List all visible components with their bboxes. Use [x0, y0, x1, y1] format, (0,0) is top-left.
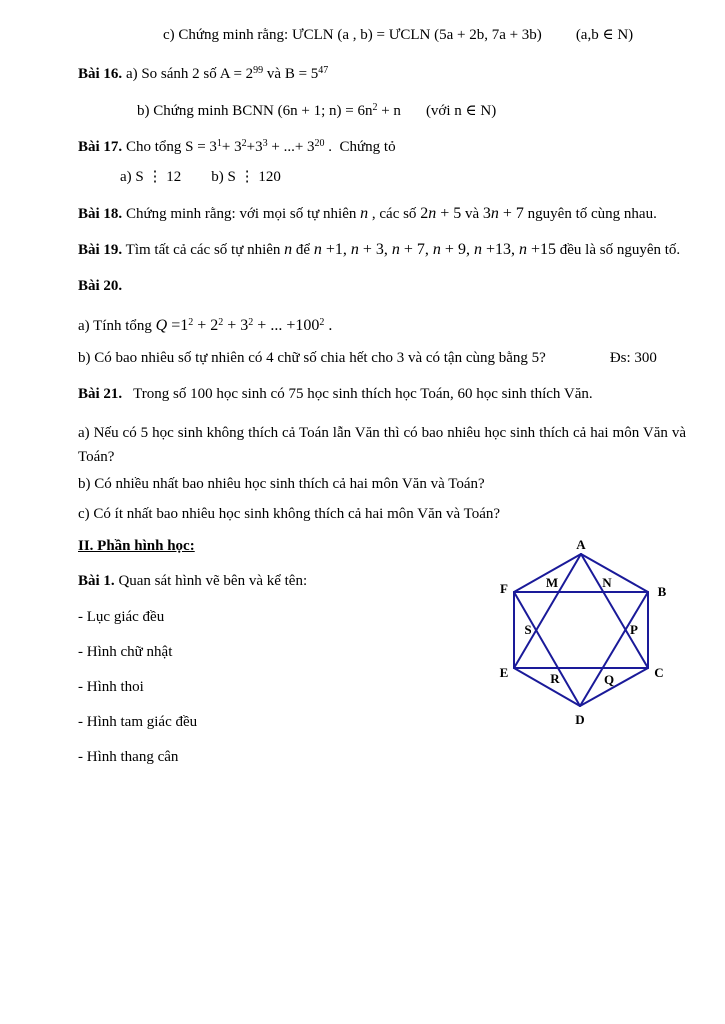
text-segment: + 7, [399, 241, 433, 258]
doc-line-bai21-a [78, 421, 686, 469]
text-segment: 2 [218, 317, 224, 328]
text-segment: n [313, 241, 322, 258]
doc-line-bai20-b [78, 349, 657, 368]
figure-vertex-label-R: R [550, 671, 560, 686]
text-segment: Bài 21. [78, 386, 123, 402]
text-segment: để [292, 242, 314, 258]
hexagram-figure [493, 536, 673, 731]
text-segment: 20 [314, 138, 325, 149]
text-segment: Tìm tất cả các số tự nhiên [122, 242, 285, 258]
doc-line-thang-can [78, 748, 178, 767]
text-segment: b) S ⋮ 120 [211, 169, 281, 185]
text-segment: 3 [262, 138, 268, 149]
text-segment: a) Nếu có 5 học sinh không thích cả Toán lẫn Văn thì có bao nhiêu học sinh thích cả hai môn Văn và Toán? [78, 425, 686, 465]
text-segment: - Hình tam giác đều [78, 714, 198, 730]
text-segment: 2 [248, 317, 254, 328]
text-segment: 47 [318, 65, 329, 76]
text-segment: c) Có ít nhất bao nhiêu học sinh không thích cả hai môn Văn và Toán? [78, 506, 501, 522]
doc-line-bai21 [78, 385, 593, 404]
text-segment: Q [155, 317, 168, 334]
doc-line-bai20 [78, 277, 122, 296]
text-segment: + 9, [440, 241, 474, 258]
text-segment: Chứng minh rằng: với mọi số tự nhiên [122, 206, 361, 222]
text-segment: Bài 19. [78, 242, 123, 258]
text-segment: + 2 [193, 317, 219, 334]
figure-vertex-label-S: S [524, 622, 532, 637]
text-segment: + n [377, 103, 401, 119]
text-segment: - Lục giác đều [78, 609, 165, 625]
text-segment: Bài 1. [78, 573, 115, 589]
text-segment: + 5 [436, 205, 462, 222]
doc-line-bai1-geometry [78, 572, 307, 591]
text-segment: a) S ⋮ 12 [120, 169, 182, 185]
text-segment: 2 [319, 317, 325, 328]
text-segment: n [428, 205, 437, 222]
text-segment: =1 [167, 317, 189, 334]
doc-line-ucln-c [163, 26, 633, 45]
text-segment: Cho tổng S = 3 [122, 139, 217, 155]
text-segment: - Hình chữ nhật [78, 644, 173, 660]
text-segment: Đs: 300 [609, 350, 657, 366]
text-segment: 99 [253, 65, 264, 76]
text-segment: +3 [246, 139, 263, 155]
text-segment: nguyên tố cùng nhau. [523, 206, 657, 222]
figure-vertex-label-D: D [575, 712, 585, 727]
text-segment: + 3 [221, 139, 242, 155]
figure-vertex-label-N: N [602, 575, 612, 590]
doc-line-bai16 [78, 61, 328, 84]
doc-line-bai19 [78, 240, 680, 260]
text-segment: 2 [188, 317, 194, 328]
text-segment: Bài 16. [78, 66, 123, 82]
text-segment: + ... +100 [253, 317, 320, 334]
text-segment: Trong số 100 học sinh có 75 học sinh thích học Toán, 60 học sinh thích Văn. [122, 386, 593, 402]
text-segment: . [324, 317, 333, 334]
text-segment: b) Có nhiều nhất bao nhiêu học sinh thích cả hai môn Văn và Toán? [78, 476, 485, 492]
figure-vertex-label-M: M [545, 575, 559, 590]
text-segment: + ...+ 3 [267, 139, 315, 155]
text-segment: + 7 [498, 205, 524, 222]
text-segment: đều là số nguyên tố. [556, 242, 681, 258]
text-segment: n [284, 241, 293, 258]
text-segment: + 3 [223, 317, 249, 334]
text-segment: +15 [526, 241, 557, 258]
doc-line-bai17 [78, 134, 396, 157]
figure-vertex-label-C: C [654, 665, 664, 680]
text-segment: a) Tính tổng [78, 318, 156, 334]
text-segment: 2 [241, 138, 247, 149]
text-segment: 2 [420, 205, 429, 222]
text-segment: 1 [216, 138, 222, 149]
text-segment: (a,b ∈ N) [575, 27, 634, 43]
figure-vertex-label-P: P [630, 622, 638, 637]
doc-line-bai16-b [137, 98, 496, 121]
doc-line-bai18 [78, 204, 657, 224]
doc-line-bai17-ab [120, 168, 281, 187]
text-segment: b) Có bao nhiêu số tự nhiên có 4 chữ số chia hết cho 3 và có tận cùng bằng 5? [78, 350, 546, 366]
doc-line-hinh-thoi [78, 678, 144, 697]
text-segment: + 3, [358, 241, 392, 258]
text-segment: n [360, 205, 369, 222]
figure-vertex-label-B: B [657, 584, 667, 599]
text-segment: và B = 5 [263, 66, 319, 82]
text-segment: n [432, 241, 441, 258]
text-segment: Bài 20. [78, 278, 123, 294]
text-segment: n [490, 205, 499, 222]
text-segment: và [461, 206, 483, 222]
doc-line-luc-giac [78, 608, 164, 627]
figure-vertex-label-Q: Q [603, 672, 615, 687]
doc-line-chu-nhat [78, 643, 172, 662]
figure-edge-DF [514, 592, 580, 706]
doc-line-bai21-c [78, 505, 500, 524]
doc-line-tam-giac [78, 713, 197, 732]
figure-vertex-label-A: A [576, 537, 586, 552]
text-segment: n [518, 241, 527, 258]
text-segment: Bài 17. [78, 139, 123, 155]
text-segment: n [473, 241, 482, 258]
doc-line-bai20-a [78, 313, 332, 336]
text-segment: +1, [321, 241, 351, 258]
text-segment: n [350, 241, 359, 258]
text-segment: 3 [482, 205, 491, 222]
text-segment: Quan sát hình vẽ bên và kể tên: [114, 573, 308, 589]
text-segment: +13, [481, 241, 519, 258]
text-segment: n [391, 241, 400, 258]
figure-edge-AC [581, 554, 648, 668]
text-segment: - Hình thoi [78, 679, 144, 695]
text-segment: Bài 18. [78, 206, 123, 222]
text-segment: II. Phần hình học: [78, 538, 195, 554]
text-segment: b) Chứng minh BCNN (6n + 1; n) = 6n [137, 103, 373, 119]
text-segment: a) So sánh 2 số A = 2 [122, 66, 254, 82]
section-heading-geometry [78, 537, 195, 556]
doc-line-bai21-b [78, 475, 485, 494]
text-segment: - Hình thang cân [78, 749, 179, 765]
figure-vertex-label-F: F [500, 581, 508, 596]
text-segment: c) Chứng minh rằng: ƯCLN (a , b) = ƯCLN (5a + 2b, 7a + 3b) [163, 27, 542, 43]
text-segment: , các số [368, 206, 421, 222]
text-segment: . Chứng tỏ [324, 139, 396, 155]
figure-vertex-label-E: E [499, 665, 509, 680]
text-segment: (với n ∈ N) [425, 103, 497, 119]
text-segment: 2 [372, 102, 378, 113]
